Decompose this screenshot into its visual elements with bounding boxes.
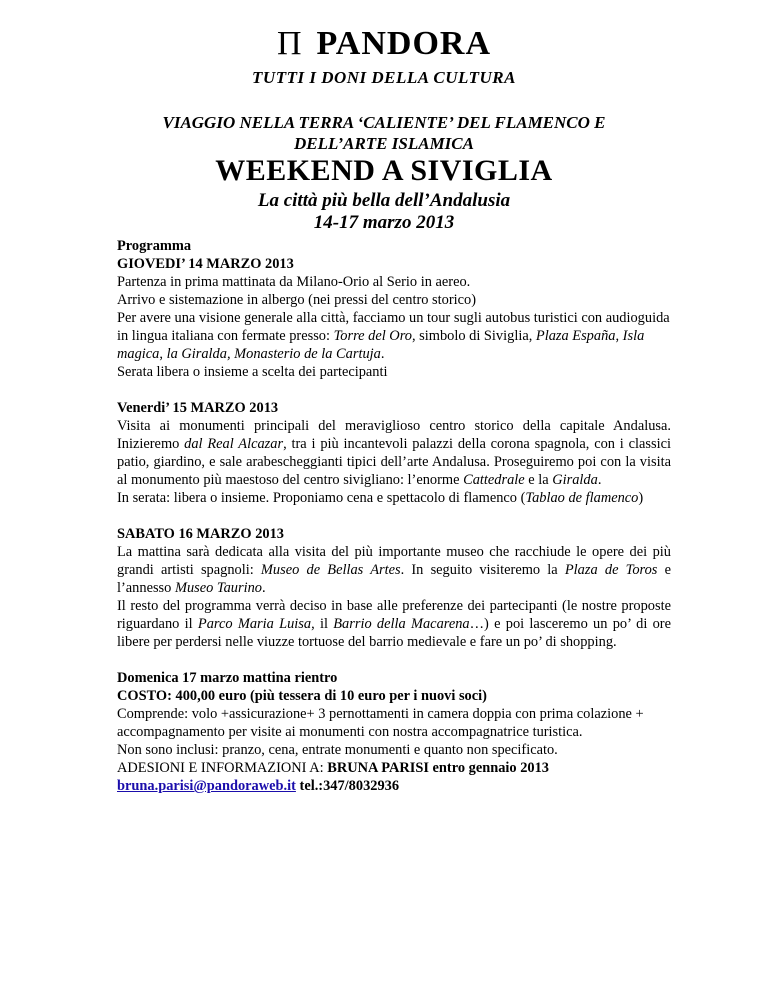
torre-del-oro: Torre del Oro — [333, 328, 412, 344]
spacer — [117, 381, 671, 399]
cost-line: COSTO: 400,00 euro (più tessera di 10 euro per i nuovi soci) — [117, 688, 487, 704]
day1-tour-paragraph — [117, 309, 671, 363]
excludes-line: Non sono inclusi: pranzo, cena, entrate monumenti e quanto non specificato. — [117, 742, 558, 758]
day2-text: Visita ai monumenti principali del meraviglioso centro storico della capitale Andalusa. Inizieremo — [117, 418, 671, 452]
contact-line — [117, 759, 671, 777]
sep: . — [380, 346, 385, 362]
contact-name: BRUNA PARISI entro gennaio 2013 — [327, 760, 550, 776]
day3-paragraph1 — [117, 543, 671, 597]
sep: , — [159, 346, 167, 362]
sep: , — [615, 328, 623, 344]
sep: , il — [311, 616, 334, 632]
day1-heading: GIOVEDI’ 14 MARZO 2013 — [117, 256, 294, 272]
day1-tour-text: Per avere una visione generale alla città, facciamo un tour sugli autobus turistici con audioguida in lingua italiana con fermate presso: — [117, 310, 670, 344]
cattedrale: Cattedrale — [463, 472, 525, 488]
programma-heading: Programma — [117, 238, 192, 254]
trip-subtitle-line2: DELL’ARTE ISLAMICA — [294, 134, 474, 153]
logo-text: PANDORA — [316, 25, 492, 62]
parco-maria-luisa: Parco Maria Luisa — [197, 616, 312, 632]
sep: ) — [638, 490, 644, 506]
city-line: La città più bella dell’Andalusia — [257, 190, 511, 211]
plaza-de-toros: Plaza de Toros — [564, 562, 658, 578]
day2-evening — [117, 489, 671, 507]
day3-text-c: e l’annesso — [117, 562, 671, 596]
sep: . — [261, 580, 266, 596]
day1-line4: Serata libera o insieme a scelta dei partecipanti — [117, 364, 388, 380]
day3-paragraph2 — [117, 597, 671, 651]
day2-evening-text: In serata: libera o insieme. Proponiamo cena e spettacolo di flamenco ( — [117, 490, 526, 506]
day3-heading: SABATO 16 MARZO 2013 — [117, 526, 284, 542]
tagline: TUTTI I DONI DELLA CULTURA — [252, 68, 516, 87]
day3-text: La mattina sarà dedicata alla visita del più importante museo che racchiude le opere dei più grandi artisti spagnoli: — [117, 544, 671, 578]
day1-line1: Partenza in prima mattinata da Milano-Orio al Serio in aereo. — [117, 274, 471, 290]
day1-tour-text-b: , simbolo di Siviglia, — [411, 328, 536, 344]
isla-magica: Isla magica — [117, 328, 645, 362]
day3-text-e: …) e poi lasceremo un po’ di ore libere per perdersi nelle viuzze tortuose del barrio medievale e fare un po’ di shopping. — [117, 616, 671, 650]
barrio-macarena: Barrio della Macarena — [333, 616, 470, 632]
telephone: tel.:347/8032936 — [299, 778, 400, 794]
real-alcazar: dal Real Alcazar — [184, 436, 284, 452]
trip-subtitle-line1: VIAGGIO NELLA TERRA ‘CALIENTE’ DEL FLAMENCO E — [162, 113, 606, 132]
page-title: WEEKEND A SIVIGLIA — [215, 154, 553, 187]
program-body — [117, 237, 671, 795]
day1-line2: Arrivo e sistemazione in albergo (nei pressi del centro storico) — [117, 292, 476, 308]
email-link[interactable]: bruna.parisi@pandoraweb.it — [117, 778, 296, 794]
giralda-cartuja: la Giralda, Monasterio de la Cartuja — [166, 346, 381, 362]
day2-heading: Venerdi’ 15 MARZO 2013 — [117, 400, 279, 416]
spacer — [117, 651, 671, 669]
contact-label: ADESIONI E INFORMAZIONI A: — [117, 760, 328, 776]
includes-line: Comprende: volo +assicurazione+ 3 pernottamenti in camera doppia con prima colazione + accompagnamento per visite ai monumenti con nostra accompagnatrice turistica. — [117, 706, 644, 740]
tablao-flamenco: Tablao de flamenco — [525, 490, 639, 506]
email-line — [117, 777, 671, 795]
trip-dates: 14-17 marzo 2013 — [313, 212, 455, 233]
giralda: Giralda — [552, 472, 598, 488]
day2-paragraph — [117, 417, 671, 489]
day2-text-b: , tra i più incantevoli palazzi della corona spagnola, con i classici patio, giardino, e sale arabescheggianti tipici dell’arte Andalusa. Proseguiremo poi con la visita al monumento più maestoso del centro sivigliano: l’enorme — [117, 436, 671, 488]
plaza-espana: Plaza España — [535, 328, 616, 344]
museo-taurino: Museo Taurino — [174, 580, 262, 596]
logo — [0, 25, 768, 63]
spacer — [117, 507, 671, 525]
day3-text-d: Il resto del programma verrà deciso in base alle preferenze dei partecipanti (le nostre proposte riguardano il — [117, 598, 671, 632]
sep: e la — [524, 472, 553, 488]
return-line: Domenica 17 marzo mattina rientro — [117, 670, 338, 686]
sep: . — [597, 472, 602, 488]
logo-symbol: Π — [276, 25, 303, 62]
day3-text-b: . In seguito visiteremo la — [400, 562, 565, 578]
museo-bellas-artes: Museo de Bellas Artes — [260, 562, 401, 578]
